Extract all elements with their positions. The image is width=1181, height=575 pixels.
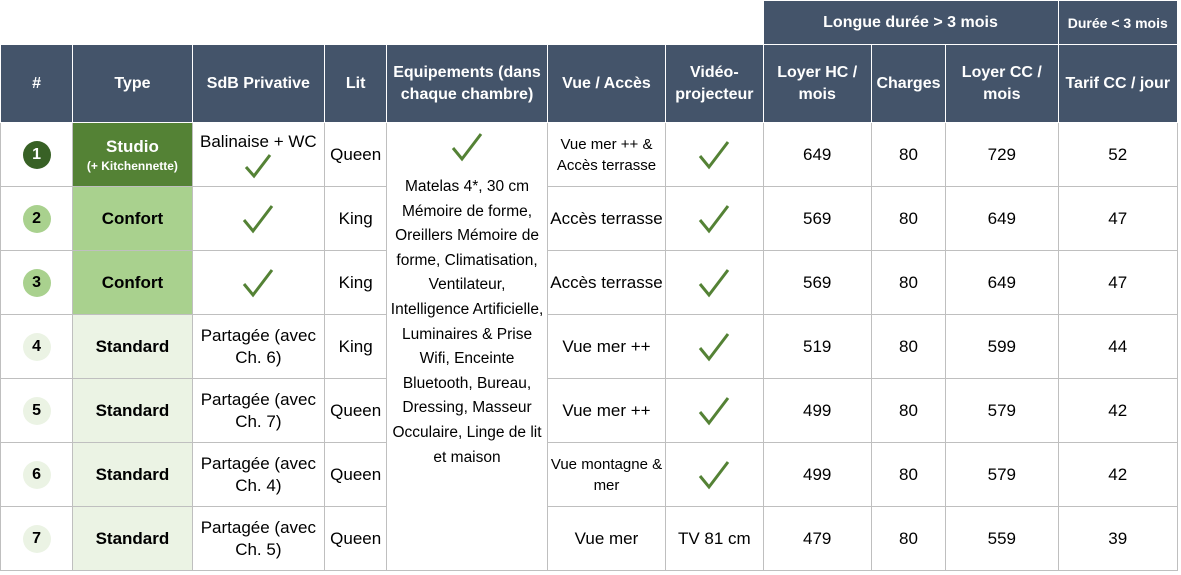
table-row (1, 123, 1178, 187)
type-cell (73, 123, 192, 187)
table-row (1, 251, 1178, 315)
charges-cell: 80 (871, 315, 945, 379)
check-mark-icon (244, 155, 272, 174)
sdb-cell (192, 123, 324, 187)
table-row (1, 187, 1178, 251)
loyer-hc-cell: 569 (763, 251, 871, 315)
room-number-cell (1, 507, 73, 571)
header-tarif: Tarif CC / jour (1058, 45, 1177, 123)
lit-cell: Queen (325, 123, 387, 187)
sdb-cell (192, 187, 324, 251)
check-mark-icon (241, 208, 275, 227)
group-header-row (1, 1, 1178, 45)
room-number-cell (1, 123, 73, 187)
header-loyer-hc: Loyer HC / mois (763, 45, 871, 123)
blank-area (1, 1, 764, 45)
loyer-cc-cell: 599 (946, 315, 1058, 379)
loyer-hc-cell: 479 (763, 507, 871, 571)
type-cell: Standard (73, 507, 192, 571)
header-lit: Lit (325, 45, 387, 123)
video-cell (666, 251, 763, 315)
lit-cell: Queen (325, 443, 387, 507)
group-header-longue: Longue durée > 3 mois (763, 1, 1058, 45)
check-mark-icon (241, 272, 275, 291)
type-cell: Confort (73, 251, 192, 315)
loyer-hc-cell: 499 (763, 379, 871, 443)
room-number-badge: 6 (23, 461, 51, 489)
lit-cell: Queen (325, 507, 387, 571)
sdb-label: Balinaise + WC (200, 131, 317, 151)
header-row (1, 45, 1178, 123)
room-number-badge: 4 (23, 333, 51, 361)
sdb-cell (192, 251, 324, 315)
loyer-hc-cell: 499 (763, 443, 871, 507)
charges-cell: 80 (871, 379, 945, 443)
type-cell: Standard (73, 443, 192, 507)
room-number-cell (1, 379, 73, 443)
tarif-cell: 44 (1058, 315, 1177, 379)
header-sdb: SdB Privative (192, 45, 324, 123)
loyer-cc-cell: 649 (946, 187, 1058, 251)
vue-cell: Vue mer ++ (547, 379, 665, 443)
loyer-cc-cell: 729 (946, 123, 1058, 187)
charges-cell: 80 (871, 251, 945, 315)
charges-cell: 80 (871, 123, 945, 187)
room-number-badge: 2 (23, 205, 51, 233)
type-cell: Confort (73, 187, 192, 251)
vue-cell: Accès terrasse (547, 251, 665, 315)
room-number-badge: 5 (23, 397, 51, 425)
header-type: Type (73, 45, 192, 123)
type-cell: Standard (73, 379, 192, 443)
room-number-cell (1, 251, 73, 315)
header-charges: Charges (871, 45, 945, 123)
room-number-badge: 3 (23, 269, 51, 297)
room-number-cell (1, 187, 73, 251)
loyer-cc-cell: 559 (946, 507, 1058, 571)
vue-cell: Vue mer ++ (547, 315, 665, 379)
lit-cell: King (325, 315, 387, 379)
loyer-hc-cell: 519 (763, 315, 871, 379)
tarif-cell: 47 (1058, 251, 1177, 315)
video-cell (666, 379, 763, 443)
loyer-cc-cell: 579 (946, 379, 1058, 443)
check-mark-icon (389, 131, 545, 163)
vue-cell: Accès terrasse (547, 187, 665, 251)
table-row (1, 379, 1178, 443)
tarif-cell: 39 (1058, 507, 1177, 571)
room-number-badge: 1 (23, 141, 51, 169)
equipements-cell (387, 123, 548, 571)
check-mark-icon (697, 400, 731, 419)
header-vue: Vue / Accès (547, 45, 665, 123)
sdb-cell: Partagée (avec Ch. 7) (192, 379, 324, 443)
tarif-cell: 42 (1058, 379, 1177, 443)
header-equipements: Equipements (dans chaque chambre) (387, 45, 548, 123)
check-mark-icon (697, 208, 731, 227)
group-header-courte: Durée < 3 mois (1058, 1, 1177, 45)
video-cell (666, 123, 763, 187)
type-cell: Standard (73, 315, 192, 379)
vue-cell: Vue montagne & mer (547, 443, 665, 507)
table-row (1, 507, 1178, 571)
charges-cell: 80 (871, 443, 945, 507)
loyer-hc-cell: 569 (763, 187, 871, 251)
header-video: Vidéo-projecteur (666, 45, 763, 123)
check-mark-icon (697, 144, 731, 163)
check-mark-icon (697, 336, 731, 355)
video-cell (666, 443, 763, 507)
charges-cell: 80 (871, 507, 945, 571)
header-loyer-cc: Loyer CC / mois (946, 45, 1058, 123)
loyer-cc-cell: 579 (946, 443, 1058, 507)
video-cell (666, 187, 763, 251)
charges-cell: 80 (871, 187, 945, 251)
vue-cell: Vue mer (547, 507, 665, 571)
check-mark-icon (697, 464, 731, 483)
tarif-cell: 52 (1058, 123, 1177, 187)
room-number-cell (1, 443, 73, 507)
room-number-badge: 7 (23, 525, 51, 553)
table-row (1, 315, 1178, 379)
vue-cell: Vue mer ++ & Accès terrasse (547, 123, 665, 187)
table-row (1, 443, 1178, 507)
check-mark-icon (697, 272, 731, 291)
room-number-cell (1, 315, 73, 379)
equipements-text: Matelas 4*, 30 cm Mémoire de forme, Oreillers Mémoire de forme, Climatisation, Ventilateur, Intelligence Artificielle, Luminaires & Prise Wifi, Enceinte Bluetooth, Bureau, Dressing, Masseur Occulaire, Linge de lit et maison (390, 178, 544, 466)
sdb-cell: Partagée (avec Ch. 6) (192, 315, 324, 379)
sdb-cell: Partagée (avec Ch. 4) (192, 443, 324, 507)
lit-cell: King (325, 187, 387, 251)
lit-cell: King (325, 251, 387, 315)
type-label: Studio (105, 136, 159, 156)
tarif-cell: 42 (1058, 443, 1177, 507)
type-sublabel: (+ Kitchennette) (86, 158, 178, 173)
loyer-hc-cell: 649 (763, 123, 871, 187)
loyer-cc-cell: 649 (946, 251, 1058, 315)
lit-cell: Queen (325, 379, 387, 443)
video-cell (666, 315, 763, 379)
tarif-cell: 47 (1058, 187, 1177, 251)
sdb-cell: Partagée (avec Ch. 5) (192, 507, 324, 571)
header-num: # (1, 45, 73, 123)
video-cell: TV 81 cm (666, 507, 763, 571)
